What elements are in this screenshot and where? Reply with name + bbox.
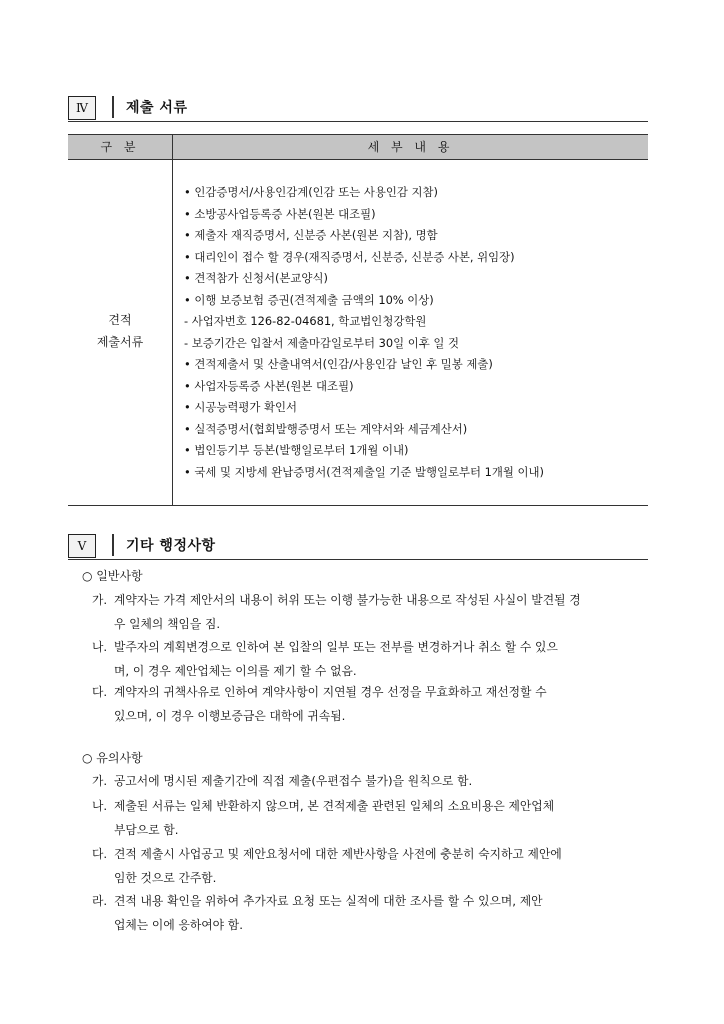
item-marker: 다.	[92, 685, 108, 699]
item-marker: 가.	[92, 774, 108, 788]
item-marker: 나.	[92, 640, 108, 654]
table-bottom-border	[68, 505, 648, 506]
item-marker: 다.	[92, 847, 108, 861]
list-item: - 보증기간은 입찰서 제출마감일로부터 30일 이후 일 것	[184, 335, 460, 350]
section-divider-bar	[112, 96, 114, 118]
row-label-line: 견적	[108, 313, 132, 327]
section-divider-bar	[112, 534, 114, 556]
item-line: 발주자의 계획변경으로 인하여 본 입찰의 일부 또는 전부를 변경하거나 취소 할 수 있으	[114, 640, 558, 654]
item-line: 며, 이 경우 제안업체는 이의를 제기 할 수 없음.	[114, 663, 357, 678]
list-item: • 견적제출서 및 산출내역서(인감/사용인감 날인 후 밀봉 제출)	[184, 357, 493, 371]
item-marker: 가.	[92, 593, 108, 607]
notes-item	[92, 890, 652, 937]
table-header-details: 세 부 내 용	[367, 140, 454, 154]
section-5-title: 기타 행정사항	[126, 538, 216, 554]
item-line: 견적 내용 확인을 위하여 추가자료 요청 또는 실적에 대한 조사를 할 수 있으며, 제안	[114, 894, 543, 908]
general-matters-heading: ○ 일반사항	[82, 569, 143, 583]
list-item: • 견적참가 신청서(본교양식)	[184, 271, 328, 285]
list-item: • 이행 보증보험 증권(견적제출 금액의 10% 이상)	[184, 292, 434, 307]
item-line: 업체는 이에 응하여야 함.	[114, 917, 243, 932]
list-item: • 제출자 재직증명서, 신분증 사본(원본 지참), 명함	[184, 228, 438, 242]
list-item: • 실적증명서(협회발행증명서 또는 계약서와 세금계산서)	[184, 421, 468, 436]
list-item: • 인감증명서/사용인감계(인감 또는 사용인감 지참)	[184, 185, 438, 199]
notes-heading: ○ 유의사항	[82, 751, 143, 765]
item-line: 있으며, 이 경우 이행보증금은 대학에 귀속됨.	[114, 708, 346, 723]
required-documents-list	[184, 182, 544, 483]
item-line: 견적 제출시 사업공고 및 제안요청서에 대한 제반사항을 사전에 충분히 숙지하고 제안에	[114, 847, 562, 861]
section-5-header	[68, 534, 648, 560]
item-line: 계약자는 가격 제안서의 내용이 허위 또는 이행 불가능한 내용으로 작성된 사실이 발견될 경	[114, 593, 581, 607]
list-item: • 국세 및 지방세 완납증명서(견적제출일 기준 발행일로부터 1개월 이내)	[184, 464, 544, 479]
general-item	[92, 681, 652, 728]
section-4-title: 제출 서류	[126, 100, 188, 116]
item-line: 임한 것으로 간주함.	[114, 870, 217, 885]
section-rule	[68, 121, 648, 122]
item-line: 우 일체의 책임을 짐.	[114, 616, 221, 631]
item-line: 공고서에 명시된 제출기간에 직접 제출(우편접수 불가)을 원칙으로 함.	[114, 774, 473, 788]
row-label-line: 제출서류	[96, 335, 144, 349]
general-item	[92, 636, 652, 683]
general-item	[92, 589, 652, 636]
table-header-category: 구 분	[100, 140, 140, 154]
section-4-header	[68, 96, 648, 122]
item-line: 제출된 서류는 일체 반환하지 않으며, 본 견적제출 관련된 일체의 소요비용은 제안업체	[114, 799, 555, 813]
table-row-label	[68, 309, 172, 353]
item-marker: 나.	[92, 799, 108, 813]
item-marker: 라.	[92, 894, 108, 908]
list-item: • 소방공사업등록증 사본(원본 대조필)	[184, 206, 376, 221]
list-item: • 법인등기부 등본(발행일로부터 1개월 이내)	[184, 443, 409, 457]
item-line: 부담으로 함.	[114, 822, 179, 837]
item-line: 계약자의 귀책사유로 인하여 계약사항이 지연될 경우 선정을 무효화하고 재선정할 수	[114, 685, 547, 699]
table-header-row	[68, 134, 648, 160]
notes-item	[92, 843, 652, 890]
notes-item	[92, 795, 652, 842]
list-item: - 사업자번호 126-82-04681, 학교법인청강학원	[184, 314, 427, 328]
notes-item	[92, 770, 652, 794]
list-item: • 사업자등록증 사본(원본 대조필)	[184, 378, 354, 393]
list-item: • 대리인이 접수 할 경우(재직증명서, 신분증, 신분증 사본, 위임장)	[184, 249, 515, 264]
documents-table	[68, 134, 648, 506]
section-4-number: Ⅳ	[68, 96, 96, 120]
section-5-number: Ⅴ	[68, 534, 96, 558]
section-rule	[68, 559, 648, 560]
list-item: • 시공능력평가 확인서	[184, 400, 297, 414]
table-column-divider	[172, 134, 173, 506]
